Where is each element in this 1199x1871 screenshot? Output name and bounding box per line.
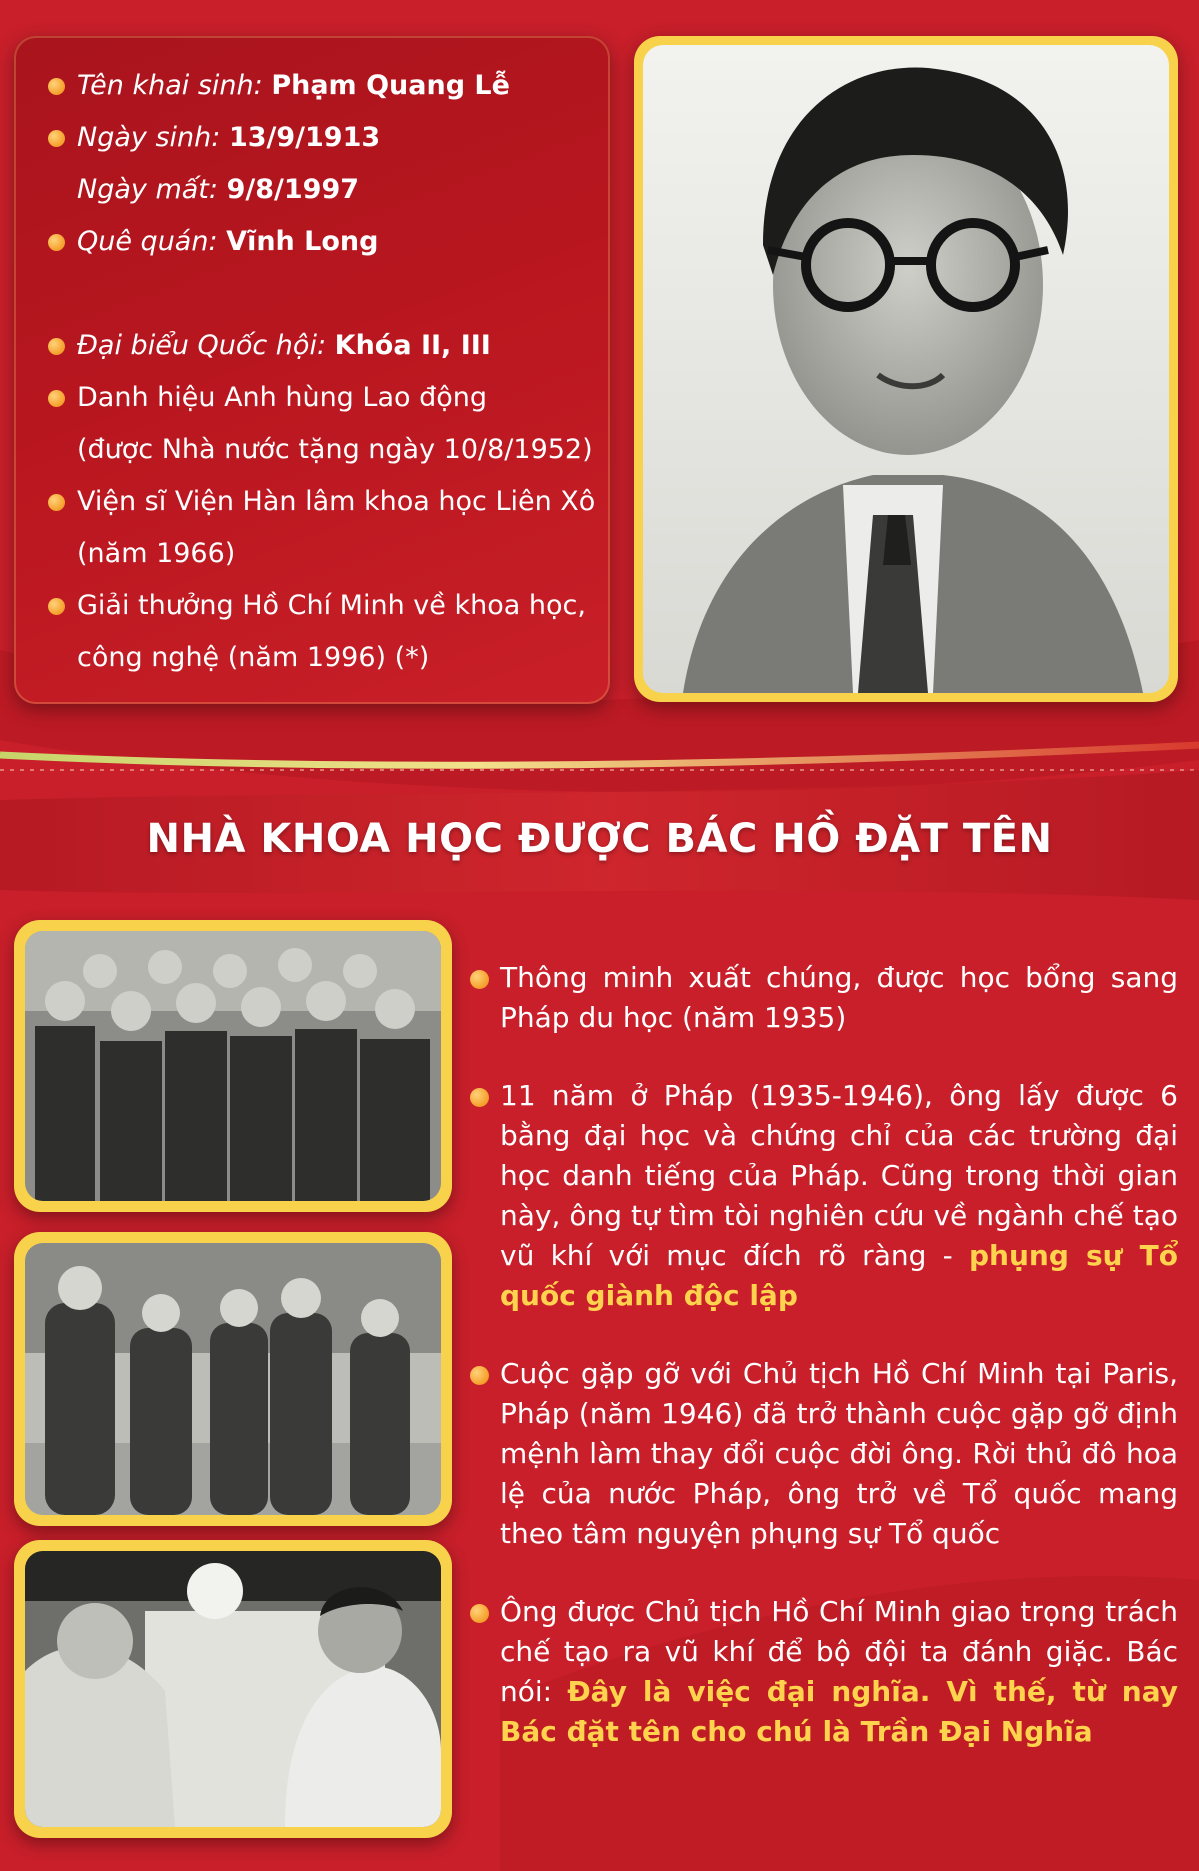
paragraph-name-given — [470, 1592, 1178, 1752]
info-panel — [14, 36, 610, 704]
info-birth-name — [40, 60, 610, 112]
uncle-ho-photo-card — [14, 1540, 452, 1838]
group-photo-card — [14, 920, 452, 1212]
birth-date-value: 13/9/1913 — [228, 122, 381, 153]
birth-name-value: Phạm Quang Lễ — [271, 70, 510, 101]
birth-name-label: Tên khai sinh: — [77, 70, 263, 101]
bullet-icon — [48, 78, 65, 95]
paragraph-text: 11 năm ở Pháp (1935-1946), ông lấy được 6 bằng đại học và chứng chỉ của các trường đại học danh tiếng của Pháp. Cũng trong thời gian này, ông tự tìm tòi nghiên cứu về ngành chế tạo vũ khí với mục đích rõ ràng - — [500, 1079, 1178, 1272]
paragraph-highlight: Đây là việc đại nghĩa. Vì thế, từ nay Bác đặt tên cho chú là Trần Đại Nghĩa — [500, 1675, 1178, 1748]
bullet-icon — [470, 970, 489, 989]
hero-title-line2: (được Nhà nước tặng ngày 10/8/1952) — [77, 434, 593, 465]
paragraph-text: Cuộc gặp gỡ với Chủ tịch Hồ Chí Minh tại Paris, Pháp (năm 1946) đã trở thành cuộc gặp gỡ định mệnh làm thay đổi cuộc đời ông. Rời thủ đô hoa lệ của nước Pháp, ông trở về Tổ quốc mang theo tâm nguyện phụng sự Tổ quốc — [500, 1357, 1178, 1550]
info-list — [40, 60, 610, 684]
bullet-icon — [48, 494, 65, 511]
academician-line1: Viện sĩ Viện Hàn lâm khoa học Liên Xô — [77, 486, 596, 517]
section-title: NHÀ KHOA HỌC ĐƯỢC BÁC HỒ ĐẶT TÊN — [146, 816, 1053, 862]
bullet-icon — [48, 130, 65, 147]
group-photo — [25, 931, 441, 1201]
paragraph-highlight: phụng sự Tổ quốc giành độc lập — [500, 1239, 1179, 1312]
hometown-value: Vĩnh Long — [226, 226, 379, 257]
paragraph-text: Thông minh xuất chúng, được học bổng sang Pháp du học (năm 1935) — [500, 961, 1178, 1034]
uncle-ho-photo — [25, 1551, 441, 1827]
meeting-photo-card — [14, 1232, 452, 1526]
bullet-icon — [48, 390, 65, 407]
paragraph-years-in-france — [470, 1076, 1178, 1316]
bullet-icon — [48, 234, 65, 251]
info-academician-year — [40, 528, 610, 580]
academician-line2: (năm 1966) — [77, 538, 236, 569]
bullet-icon — [470, 1604, 489, 1623]
info-death-date — [40, 164, 610, 216]
bullet-icon — [48, 598, 65, 615]
deputy-label: Đại biểu Quốc hội: — [77, 330, 327, 361]
award-line2: công nghệ (năm 1996) (*) — [77, 642, 430, 673]
meeting-photo — [25, 1243, 441, 1515]
paragraph-meeting-ho-chi-minh — [470, 1354, 1178, 1554]
info-award — [40, 580, 610, 632]
portrait-photo — [643, 45, 1169, 693]
info-academician — [40, 476, 610, 528]
paragraph-study-abroad — [470, 958, 1178, 1038]
info-award-year — [40, 632, 610, 684]
info-deputy — [40, 320, 610, 372]
deputy-value: Khóa II, III — [334, 330, 491, 361]
death-date-label: Ngày mất: — [77, 174, 218, 205]
award-line1: Giải thưởng Hồ Chí Minh về khoa học, — [77, 590, 586, 621]
info-hero-title — [40, 372, 610, 424]
info-hometown — [40, 216, 610, 268]
hometown-label: Quê quán: — [77, 226, 218, 257]
paragraph-text: Ông được Chủ tịch Hồ Chí Minh giao trọng trách chế tạo ra vũ khí để bộ đội ta đánh giặc. Bác nói: — [500, 1595, 1178, 1708]
info-birth-date — [40, 112, 610, 164]
hero-title-line1: Danh hiệu Anh hùng Lao động — [77, 382, 487, 413]
bullet-icon — [470, 1088, 489, 1107]
bullet-icon — [470, 1366, 489, 1385]
portrait-frame — [634, 36, 1178, 702]
bullet-icon — [48, 338, 65, 355]
death-date-value: 9/8/1997 — [226, 174, 360, 205]
story-section — [470, 958, 1178, 1752]
info-hero-title-date — [40, 424, 610, 476]
birth-date-label: Ngày sinh: — [77, 122, 221, 153]
